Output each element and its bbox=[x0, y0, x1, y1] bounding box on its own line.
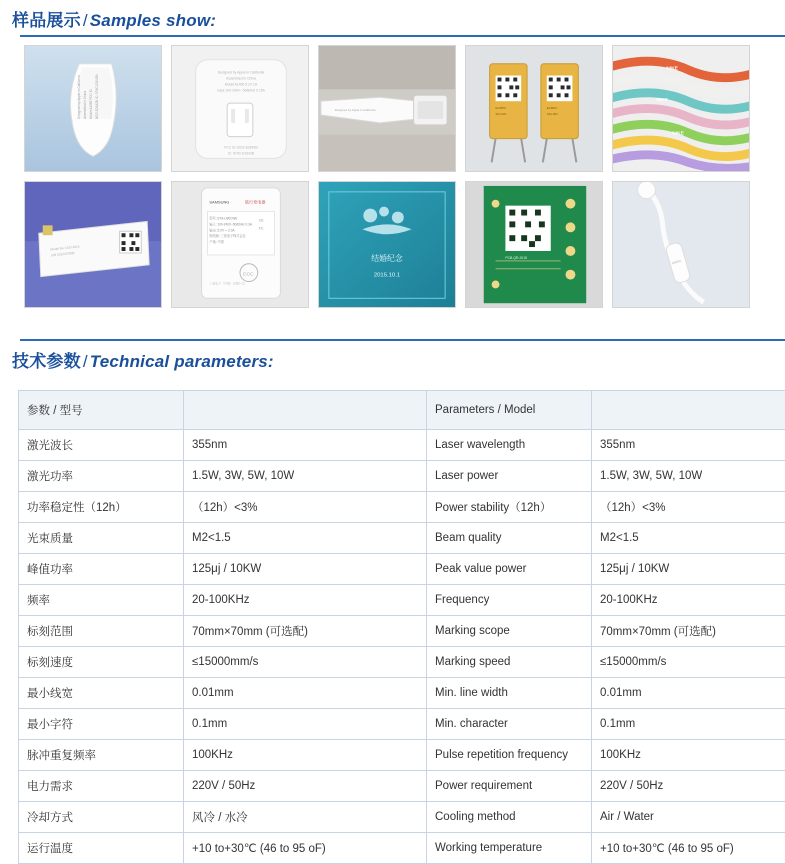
svg-text:NIKE: NIKE bbox=[666, 66, 678, 72]
svg-text:IC: 579C-E2642B: IC: 579C-E2642B bbox=[228, 151, 255, 155]
row-value-cn: M2<1.5 bbox=[184, 523, 427, 554]
sample-white-earphone-cable[interactable] bbox=[612, 181, 750, 308]
sample-image-3 bbox=[319, 46, 455, 171]
header-en-param: Parameters / Model bbox=[427, 391, 592, 430]
svg-text:ECMPC: ECMPC bbox=[496, 106, 507, 110]
row-label-cn: 运行温度 bbox=[19, 833, 184, 864]
row-label-cn: 最小线宽 bbox=[19, 678, 184, 709]
params-title-separator: / bbox=[81, 352, 90, 371]
sample-yellow-electronic-modules[interactable] bbox=[465, 45, 603, 172]
svg-text:Designed by Apple in Californi: Designed by Apple in California bbox=[77, 75, 81, 119]
svg-text:NIKE: NIKE bbox=[656, 97, 668, 103]
svg-text:BCG-E2642B IC: 579C-E2642B: BCG-E2642B IC: 579C-E2642B bbox=[95, 74, 99, 119]
row-label-cn: 激光功率 bbox=[19, 461, 184, 492]
sample-samsung-travel-charger[interactable] bbox=[171, 181, 309, 308]
sample-image-4 bbox=[466, 46, 602, 171]
technical-parameters-table-wrap bbox=[18, 390, 766, 864]
row-label-en: Beam quality bbox=[427, 523, 592, 554]
row-value-cn: 风冷 / 水冷 bbox=[184, 802, 427, 833]
params-section-header bbox=[0, 339, 785, 376]
row-value-cn: +10 to+30℃ (46 to 95 oF) bbox=[184, 833, 427, 864]
svg-text:型号: ETA-U90CWE: 型号: ETA-U90CWE bbox=[209, 215, 237, 220]
svg-text:Model No: LED-2015: Model No: LED-2015 bbox=[50, 244, 80, 251]
row-value-en: 125μj / 10KW bbox=[592, 554, 785, 585]
row-value-cn: 355nm bbox=[184, 430, 427, 461]
sample-crystal-glass-engraving[interactable] bbox=[318, 181, 456, 308]
technical-parameters-table bbox=[18, 390, 785, 864]
row-label-en: Peak value power bbox=[427, 554, 592, 585]
table-row bbox=[19, 771, 785, 802]
row-label-en: Working temperature bbox=[427, 833, 592, 864]
row-value-en: 0.1mm bbox=[592, 709, 785, 740]
svg-text:Input 100-240V~ 50/60Hz 0.15A: Input 100-240V~ 50/60Hz 0.15A bbox=[217, 88, 266, 92]
table-row bbox=[19, 461, 785, 492]
row-value-cn: 100KHz bbox=[184, 740, 427, 771]
svg-text:FCC ID: BCG-E2642B: FCC ID: BCG-E2642B bbox=[224, 145, 258, 149]
sample-image-5 bbox=[613, 46, 749, 171]
table-row bbox=[19, 616, 785, 647]
table-row bbox=[19, 523, 785, 554]
svg-text:Designed by Apple in Californi: Designed by Apple in California bbox=[218, 71, 265, 75]
samples-title-separator: / bbox=[81, 11, 90, 30]
svg-text:S/N 0012457889: S/N 0012457889 bbox=[51, 251, 75, 257]
table-header-row bbox=[19, 391, 785, 430]
svg-text:PCB-QR-2015: PCB-QR-2015 bbox=[505, 256, 527, 260]
row-value-en: 220V / 50Hz bbox=[592, 771, 785, 802]
svg-text:Model A1385 FCC ID: Model A1385 FCC ID bbox=[89, 89, 93, 119]
sample-image-1 bbox=[25, 46, 161, 171]
row-label-cn: 标刻范围 bbox=[19, 616, 184, 647]
row-label-cn: 冷却方式 bbox=[19, 802, 184, 833]
row-value-cn: 0.01mm bbox=[184, 678, 427, 709]
svg-text:SIG-001: SIG-001 bbox=[547, 112, 558, 116]
row-label-en: Marking scope bbox=[427, 616, 592, 647]
svg-text:SIG-001: SIG-001 bbox=[496, 112, 507, 116]
row-value-cn: 125μj / 10KW bbox=[184, 554, 427, 585]
row-label-cn: 电力需求 bbox=[19, 771, 184, 802]
row-value-cn: 70mm×70mm (可选配) bbox=[184, 616, 427, 647]
row-value-en: 1.5W, 3W, 5W, 10W bbox=[592, 461, 785, 492]
row-value-en: 100KHz bbox=[592, 740, 785, 771]
svg-text:结婚纪念: 结婚纪念 bbox=[371, 253, 403, 263]
row-label-en: Marking speed bbox=[427, 647, 592, 678]
samples-title-cn: 样品展示 bbox=[12, 11, 81, 30]
row-value-cn: ≤15000mm/s bbox=[184, 647, 427, 678]
row-label-cn: 频率 bbox=[19, 585, 184, 616]
table-row bbox=[19, 647, 785, 678]
row-label-en: Min. character bbox=[427, 709, 592, 740]
samples-row-2 bbox=[24, 181, 764, 308]
samples-title bbox=[10, 0, 785, 35]
params-title bbox=[10, 341, 785, 376]
row-label-cn: 标刻速度 bbox=[19, 647, 184, 678]
sample-white-pcb-strip-qr[interactable] bbox=[24, 181, 162, 308]
row-label-cn: 峰值功率 bbox=[19, 554, 184, 585]
row-label-cn: 激光波长 bbox=[19, 430, 184, 461]
sample-image-9 bbox=[466, 182, 602, 307]
row-value-en: ≤15000mm/s bbox=[592, 647, 785, 678]
svg-text:制造商: 三星电子株式会社: 制造商: 三星电子株式会社 bbox=[209, 233, 246, 238]
sample-green-pcb-board-qr[interactable] bbox=[465, 181, 603, 308]
row-value-en: M2<1.5 bbox=[592, 523, 785, 554]
row-value-en: 355nm bbox=[592, 430, 785, 461]
svg-text:Designed by Apple in Californi: Designed by Apple in California bbox=[335, 108, 376, 112]
sample-apple-charger-adapter[interactable] bbox=[171, 45, 309, 172]
row-value-cn: （12h）<3% bbox=[184, 492, 427, 523]
row-label-en: Power stability（12h） bbox=[427, 492, 592, 523]
svg-text:Model A1400 5.1V 1A: Model A1400 5.1V 1A bbox=[225, 82, 258, 86]
section-spacer bbox=[0, 317, 785, 339]
row-value-en: （12h）<3% bbox=[592, 492, 785, 523]
svg-text:输出: 5.0V ⎓ 2.0A: 输出: 5.0V ⎓ 2.0A bbox=[209, 227, 235, 232]
row-label-cn: 光束质量 bbox=[19, 523, 184, 554]
table-row bbox=[19, 833, 785, 864]
table-row bbox=[19, 678, 785, 709]
table-row bbox=[19, 430, 785, 461]
svg-text:MARK: MARK bbox=[672, 259, 683, 266]
row-label-en: Pulse repetition frequency bbox=[427, 740, 592, 771]
row-value-en: Air / Water bbox=[592, 802, 785, 833]
row-value-cn: 1.5W, 3W, 5W, 10W bbox=[184, 461, 427, 492]
row-label-en: Power requirement bbox=[427, 771, 592, 802]
row-label-cn: 最小字符 bbox=[19, 709, 184, 740]
row-label-en: Frequency bbox=[427, 585, 592, 616]
table-row bbox=[19, 585, 785, 616]
samples-divider bbox=[20, 35, 785, 37]
row-label-cn: 脉冲重复频率 bbox=[19, 740, 184, 771]
sample-image-7 bbox=[172, 182, 308, 307]
row-value-en: 0.01mm bbox=[592, 678, 785, 709]
row-value-cn: 220V / 50Hz bbox=[184, 771, 427, 802]
header-cn-value bbox=[184, 391, 427, 430]
sample-image-8 bbox=[319, 182, 455, 307]
header-cn-param: 参数 / 型号 bbox=[19, 391, 184, 430]
svg-text:FC: FC bbox=[259, 226, 264, 230]
row-value-cn: 20-100KHz bbox=[184, 585, 427, 616]
row-label-en: Laser power bbox=[427, 461, 592, 492]
table-row bbox=[19, 740, 785, 771]
svg-text:2015.10.1: 2015.10.1 bbox=[374, 273, 400, 279]
row-value-en: +10 to+30℃ (46 to 95 oF) bbox=[592, 833, 785, 864]
svg-text:ECMPC: ECMPC bbox=[547, 106, 558, 110]
row-label-cn: 功率稳定性（12h） bbox=[19, 492, 184, 523]
row-value-cn: 0.1mm bbox=[184, 709, 427, 740]
svg-text:NIKE: NIKE bbox=[672, 131, 684, 137]
row-value-en: 70mm×70mm (可选配) bbox=[592, 616, 785, 647]
svg-text:Assembled in China: Assembled in China bbox=[226, 77, 256, 81]
params-title-cn: 技术参数 bbox=[12, 352, 81, 371]
table-row bbox=[19, 709, 785, 740]
sample-usb-cable-connector[interactable] bbox=[318, 45, 456, 172]
table-row bbox=[19, 554, 785, 585]
svg-text:产地: 中国: 产地: 中国 bbox=[209, 239, 223, 244]
sample-silicone-wristbands[interactable] bbox=[612, 45, 750, 172]
svg-text:SAMSUNG: SAMSUNG bbox=[209, 200, 229, 205]
samples-row-1 bbox=[24, 45, 764, 172]
table-row bbox=[19, 492, 785, 523]
sample-white-plastic-shell-engraved[interactable] bbox=[24, 45, 162, 172]
header-en-value bbox=[592, 391, 785, 430]
params-title-en: Technical parameters: bbox=[90, 352, 274, 371]
table-row bbox=[19, 802, 785, 833]
svg-text:输入: 100-240V~50/60Hz 0.3A: 输入: 100-240V~50/60Hz 0.3A bbox=[209, 221, 252, 226]
svg-text:三星电子（中国）有限公司: 三星电子（中国）有限公司 bbox=[209, 280, 244, 285]
samples-gallery bbox=[24, 45, 764, 308]
row-label-en: Laser wavelength bbox=[427, 430, 592, 461]
svg-text:CCC: CCC bbox=[243, 272, 254, 278]
svg-text:旅行充电器: 旅行充电器 bbox=[245, 199, 266, 205]
sample-image-2 bbox=[172, 46, 308, 171]
sample-image-10 bbox=[613, 182, 749, 307]
samples-section-header bbox=[0, 0, 785, 37]
svg-text:Assembled in China: Assembled in China bbox=[83, 91, 87, 119]
row-label-en: Min. line width bbox=[427, 678, 592, 709]
row-value-en: 20-100KHz bbox=[592, 585, 785, 616]
sample-image-6 bbox=[25, 182, 161, 307]
samples-title-en: Samples show: bbox=[90, 11, 216, 30]
row-label-en: Cooling method bbox=[427, 802, 592, 833]
svg-text:CE: CE bbox=[259, 218, 265, 222]
